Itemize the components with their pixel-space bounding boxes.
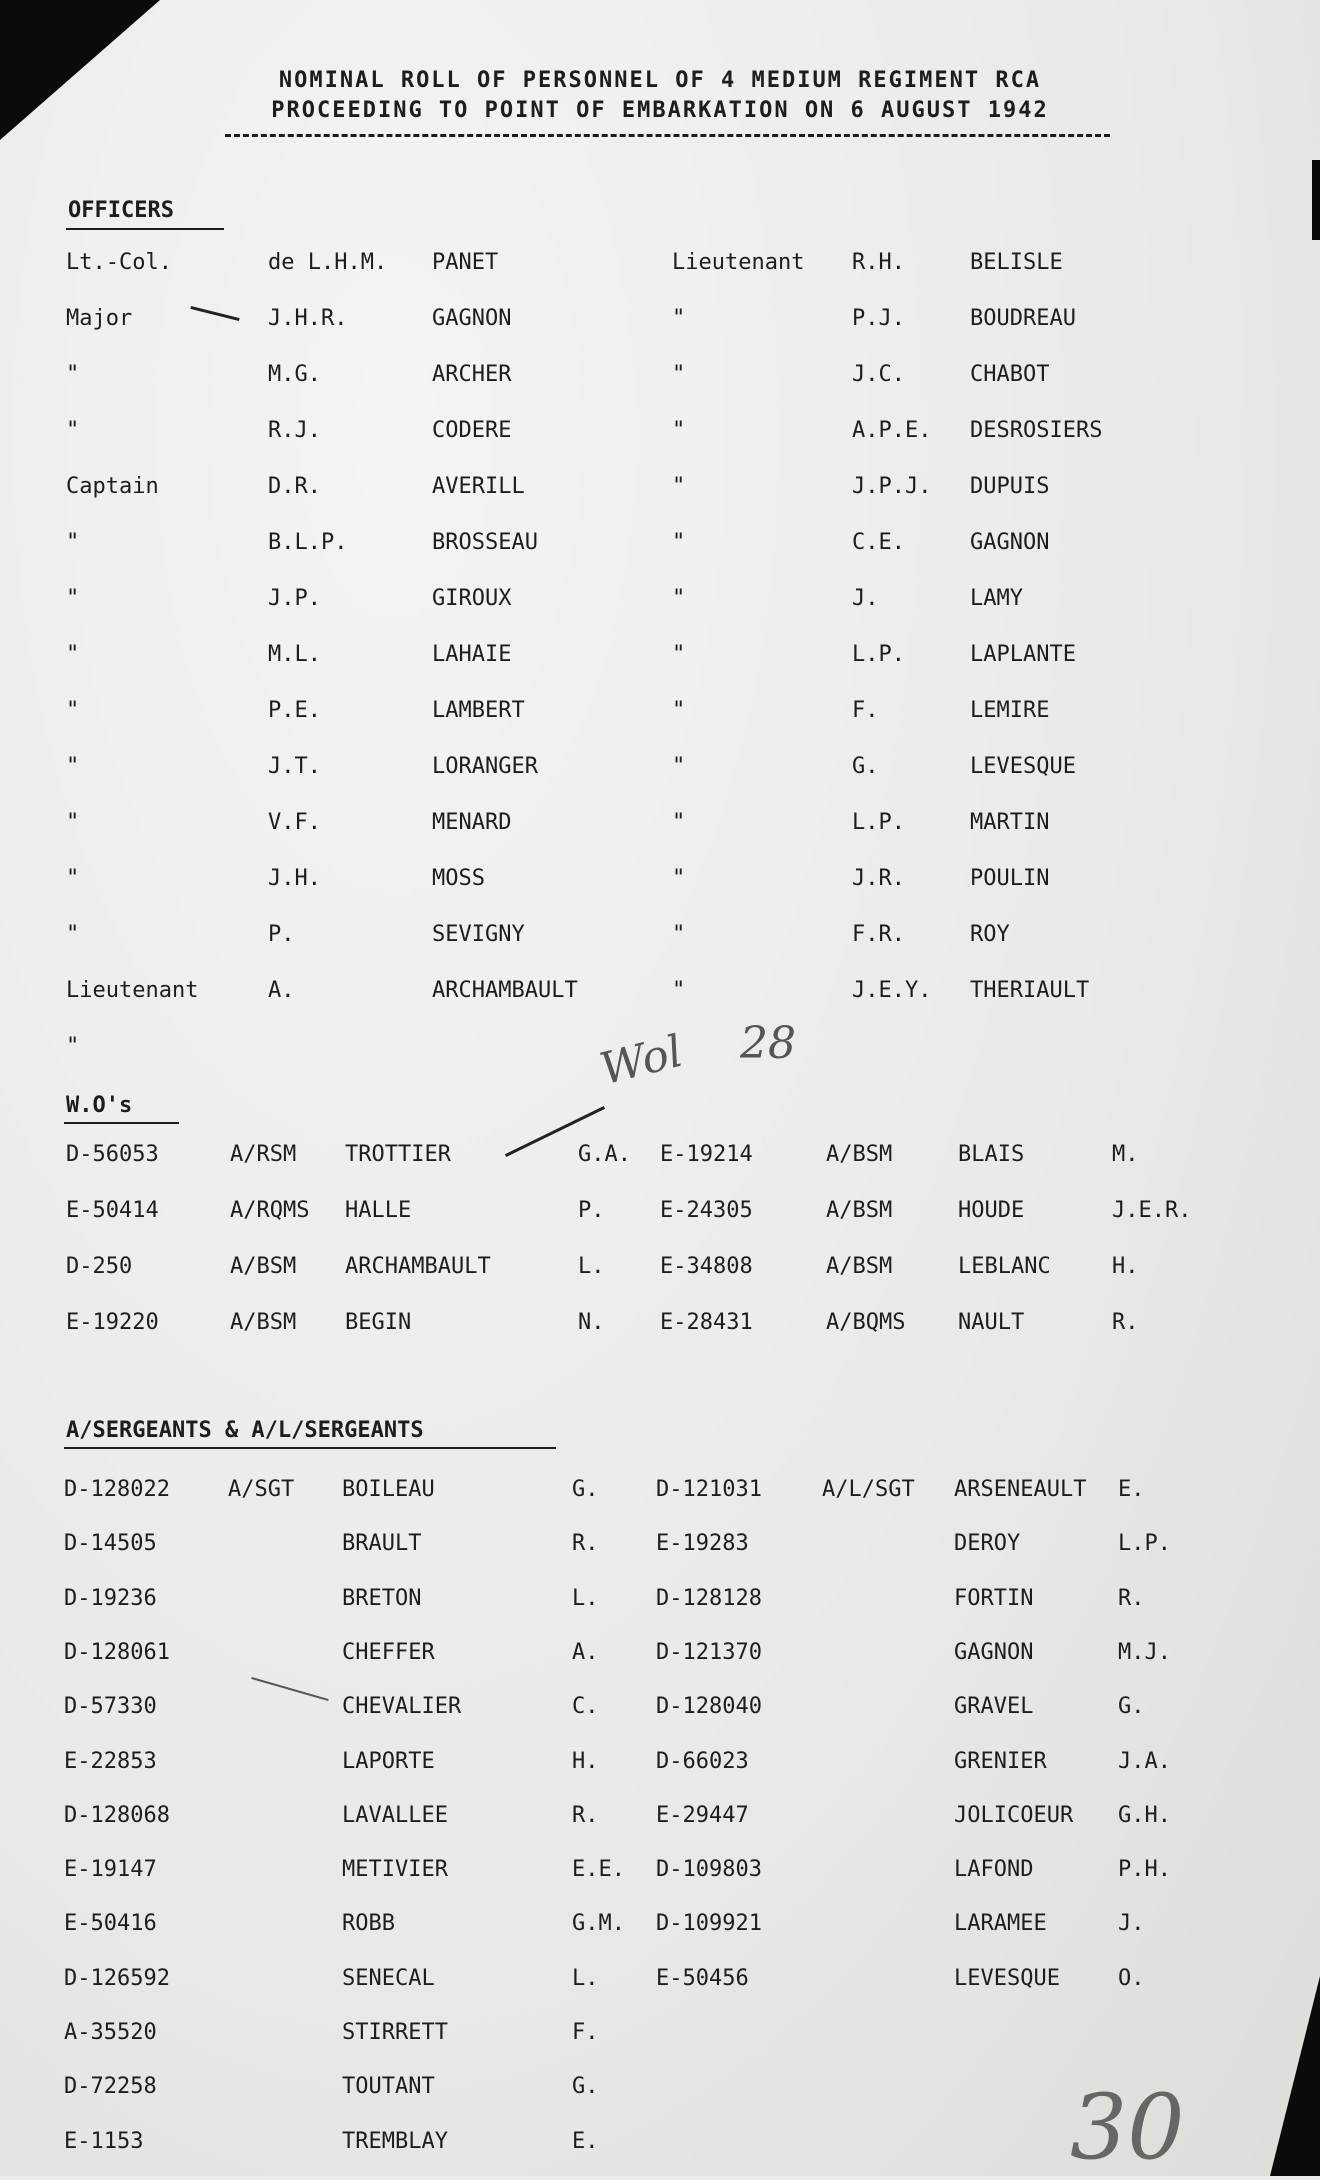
officer-initials: R.J.	[268, 418, 321, 443]
officer-initials: J.E.Y.	[852, 978, 932, 1003]
initials: G.	[572, 2074, 599, 2100]
surname: GAGNON	[954, 1639, 1034, 1665]
officer-rank: "	[66, 698, 80, 723]
officer-rank: "	[672, 978, 686, 1003]
initials: P.	[578, 1198, 605, 1223]
initials: L.P.	[1118, 1531, 1171, 1557]
service-number: D-72258	[64, 2074, 157, 2100]
officer-rank: "	[66, 586, 80, 611]
rank: A/BQMS	[826, 1310, 906, 1335]
officer-rank: "	[672, 306, 686, 331]
service-number: E-1153	[64, 2128, 144, 2154]
page-edge-shadow	[1312, 160, 1320, 240]
rank: A/SGT	[228, 1477, 295, 1502]
service-number: E-50456	[656, 1965, 749, 1991]
surname: CHEFFER	[342, 1639, 435, 1665]
officer-initials: M.L.	[268, 642, 321, 667]
surname: GRENIER	[954, 1748, 1047, 1774]
service-number: D-14505	[64, 1531, 157, 1557]
service-number: D-128068	[64, 1802, 170, 1828]
initials: O.	[1118, 1965, 1145, 1991]
initials: P.H.	[1118, 1857, 1171, 1883]
surname: SENECAL	[342, 1965, 435, 1991]
officer-rank: Lieutenant	[672, 250, 805, 275]
officer-rank: "	[66, 922, 80, 947]
officer-surname: LAMY	[970, 586, 1023, 611]
officer-surname: LAHAIE	[432, 642, 512, 667]
officer-initials: G.	[852, 754, 879, 779]
officer-initials: J.H.	[268, 866, 321, 891]
handwritten-note: Wol	[595, 1025, 688, 1096]
initials: J.A.	[1118, 1748, 1171, 1774]
surname: LAPORTE	[342, 1748, 435, 1774]
surname: GRAVEL	[954, 1694, 1034, 1720]
rank: A/BSM	[230, 1254, 297, 1279]
officer-rank: "	[66, 418, 80, 443]
surname: TOUTANT	[342, 2074, 435, 2100]
title-dashed-rule	[225, 134, 1110, 137]
service-number: E-29447	[656, 1802, 749, 1828]
initials: G.A.	[578, 1142, 631, 1167]
officer-initials: D.R.	[268, 474, 321, 499]
officer-rank: "	[672, 474, 686, 499]
officer-surname: LAMBERT	[432, 698, 525, 723]
officer-surname: THERIAULT	[970, 978, 1090, 1003]
officer-surname: MARTIN	[970, 810, 1050, 835]
initials: G.H.	[1118, 1802, 1171, 1828]
initials: G.M.	[572, 1911, 625, 1937]
service-number: D-57330	[64, 1694, 157, 1720]
officer-initials: M.G.	[268, 362, 321, 387]
officer-rank: "	[672, 866, 686, 891]
service-number: E-19283	[656, 1531, 749, 1557]
officer-surname: BELISLE	[970, 250, 1063, 275]
surname: BRAULT	[342, 1531, 422, 1557]
surname: BLAIS	[958, 1142, 1025, 1167]
officer-rank: "	[672, 810, 686, 835]
officer-surname: ROY	[970, 922, 1010, 947]
officer-initials: J.R.	[852, 866, 905, 891]
page-edge-shadow-bottom	[1270, 1976, 1320, 2176]
rank: A/BSM	[826, 1198, 893, 1223]
officer-initials: B.L.P.	[268, 530, 348, 555]
service-number: E-34808	[660, 1254, 753, 1279]
surname: BEGIN	[345, 1310, 412, 1335]
rank: A/RSM	[230, 1142, 297, 1167]
surname: JOLICOEUR	[954, 1802, 1074, 1828]
surname: LEVESQUE	[954, 1965, 1060, 1991]
service-number: E-19214	[660, 1142, 753, 1167]
sergeants-heading: A/SERGEANTS & A/L/SERGEANTS	[66, 1418, 424, 1443]
initials: E.	[1118, 1477, 1145, 1502]
officer-rank: "	[672, 698, 686, 723]
officer-surname: ARCHAMBAULT	[432, 978, 578, 1003]
initials: J.E.R.	[1112, 1198, 1192, 1223]
rank: A/BSM	[230, 1310, 297, 1335]
surname: STIRRETT	[342, 2020, 448, 2045]
service-number: D-128022	[64, 1477, 170, 1502]
officer-initials: de L.H.M.	[268, 250, 388, 275]
initials: H.	[572, 1748, 599, 1774]
initials: E.	[572, 2128, 599, 2154]
initials: R.	[572, 1802, 599, 1828]
service-number: E-22853	[64, 1748, 157, 1774]
officer-surname: BOUDREAU	[970, 306, 1076, 331]
officer-initials: J.	[852, 586, 879, 611]
service-number: D-126592	[64, 1965, 170, 1991]
officer-surname: BROSSEAU	[432, 530, 538, 555]
service-number: E-50414	[66, 1198, 159, 1223]
surname: CHEVALIER	[342, 1694, 462, 1720]
service-number: D-19236	[64, 1585, 157, 1611]
initials: R.	[572, 1531, 599, 1557]
service-number: D-56053	[66, 1142, 159, 1167]
surname: HOUDE	[958, 1198, 1025, 1223]
initials: L.	[572, 1965, 599, 1991]
officer-surname: CHABOT	[970, 362, 1050, 387]
service-number: D-128061	[64, 1639, 170, 1665]
surname: NAULT	[958, 1310, 1025, 1335]
service-number: D-66023	[656, 1748, 749, 1774]
surname: METIVIER	[342, 1857, 448, 1883]
document-subtitle: PROCEEDING TO POINT OF EMBARKATION ON 6 AUGUST 1942	[271, 98, 1049, 123]
officer-surname: DESROSIERS	[970, 418, 1103, 443]
officer-initials: F.R.	[852, 922, 905, 947]
rank: A/BSM	[826, 1142, 893, 1167]
initials: J.	[1118, 1911, 1145, 1937]
initials: R.	[1112, 1310, 1139, 1335]
surname: BOILEAU	[342, 1477, 435, 1502]
officer-rank: "	[672, 586, 686, 611]
officer-rank: "	[672, 642, 686, 667]
officer-surname: LAPLANTE	[970, 642, 1076, 667]
officer-surname: CODERE	[432, 418, 512, 443]
officer-surname: MOSS	[432, 866, 485, 891]
officer-initials: J.C.	[852, 362, 905, 387]
service-number: E-19220	[66, 1310, 159, 1335]
officer-initials: P.J.	[852, 306, 905, 331]
officer-surname: GAGNON	[432, 306, 512, 331]
officer-initials: L.P.	[852, 810, 905, 835]
sergeants-heading-underline	[64, 1447, 556, 1449]
officer-initials: C.E.	[852, 530, 905, 555]
officer-surname: AVERILL	[432, 474, 525, 499]
officer-rank: "	[66, 754, 80, 779]
surname: HALLE	[345, 1198, 412, 1223]
officer-rank: Lt.-Col.	[66, 250, 172, 275]
officer-rank: "	[66, 810, 80, 835]
surname: LARAMEE	[954, 1911, 1047, 1937]
initials: R.	[1118, 1585, 1145, 1611]
officer-initials: V.F.	[268, 810, 321, 835]
officers-heading-underline	[66, 228, 224, 230]
service-number: E-24305	[660, 1198, 753, 1223]
officer-rank: Captain	[66, 474, 159, 499]
officer-surname: SEVIGNY	[432, 922, 525, 947]
surname: TREMBLAY	[342, 2128, 448, 2154]
initials: L.	[572, 1585, 599, 1611]
officer-surname: LEVESQUE	[970, 754, 1076, 779]
rank: A/RQMS	[230, 1198, 310, 1223]
initials: A.	[572, 1639, 599, 1665]
officer-rank: Major	[66, 306, 133, 331]
initials: M.	[1112, 1142, 1139, 1167]
service-number: D-121370	[656, 1639, 762, 1665]
service-number: E-19147	[64, 1857, 157, 1883]
handwritten-page-number: 30	[1070, 2075, 1185, 2180]
surname: LAVALLEE	[342, 1802, 448, 1828]
initials: G.	[1118, 1694, 1145, 1720]
surname: ROBB	[342, 1911, 395, 1937]
officer-surname: POULIN	[970, 866, 1050, 891]
officer-rank: "	[672, 754, 686, 779]
surname: BRETON	[342, 1585, 422, 1611]
officer-initials: A.	[268, 978, 295, 1003]
handwritten-stroke	[251, 1677, 328, 1701]
officer-initials: P.E.	[268, 698, 321, 723]
officer-rank: "	[66, 530, 80, 555]
initials: F.	[572, 2020, 599, 2045]
officer-rank: "	[672, 530, 686, 555]
service-number: D-250	[66, 1254, 133, 1279]
surname: TROTTIER	[345, 1142, 451, 1167]
rank: A/BSM	[826, 1254, 893, 1279]
officer-rank: "	[66, 1034, 80, 1059]
surname: LEBLANC	[958, 1254, 1051, 1279]
initials: G.	[572, 1477, 599, 1502]
document-title: NOMINAL ROLL OF PERSONNEL OF 4 MEDIUM REGIMENT RCA	[278, 68, 1042, 93]
initials: C.	[572, 1694, 599, 1720]
initials: L.	[578, 1254, 605, 1279]
officer-initials: P.	[268, 922, 295, 947]
officer-surname: GAGNON	[970, 530, 1050, 555]
officer-rank: "	[66, 362, 80, 387]
officer-rank: "	[66, 642, 80, 667]
surname: LAFOND	[954, 1857, 1034, 1883]
surname: FORTIN	[954, 1585, 1034, 1611]
initials: E.E.	[572, 1857, 625, 1883]
rank: A/L/SGT	[822, 1477, 915, 1502]
warrant-officers-heading-underline	[64, 1122, 179, 1124]
surname: DEROY	[954, 1531, 1021, 1557]
handwritten-number: 28	[740, 1018, 796, 1069]
initials: M.J.	[1118, 1639, 1171, 1665]
officer-rank: "	[672, 922, 686, 947]
officer-initials: A.P.E.	[852, 418, 932, 443]
service-number: A-35520	[64, 2020, 157, 2045]
officer-initials: J.P.J.	[852, 474, 932, 499]
officer-surname: LEMIRE	[970, 698, 1050, 723]
officers-heading: OFFICERS	[68, 198, 174, 223]
officer-surname: MENARD	[432, 810, 512, 835]
service-number: D-121031	[656, 1477, 762, 1502]
officer-initials: J.P.	[268, 586, 321, 611]
service-number: D-128128	[656, 1585, 762, 1611]
officer-initials: F.	[852, 698, 879, 723]
officer-surname: DUPUIS	[970, 474, 1050, 499]
officer-initials: J.H.R.	[268, 306, 348, 331]
initials: N.	[578, 1310, 605, 1335]
officer-rank: "	[66, 866, 80, 891]
officer-initials: L.P.	[852, 642, 905, 667]
service-number: D-109921	[656, 1911, 762, 1937]
officer-surname: ARCHER	[432, 362, 512, 387]
officer-surname: GIROUX	[432, 586, 512, 611]
officer-rank: Lieutenant	[66, 978, 199, 1003]
initials: H.	[1112, 1254, 1139, 1279]
officer-surname: PANET	[432, 250, 499, 275]
service-number: E-28431	[660, 1310, 753, 1335]
officer-initials: J.T.	[268, 754, 321, 779]
service-number: E-50416	[64, 1911, 157, 1937]
service-number: D-128040	[656, 1694, 762, 1720]
officer-initials: R.H.	[852, 250, 905, 275]
surname: ARCHAMBAULT	[345, 1254, 491, 1279]
officer-surname: LORANGER	[432, 754, 538, 779]
surname: ARSENEAULT	[954, 1477, 1087, 1502]
warrant-officers-heading: W.O's	[66, 1093, 133, 1118]
officer-rank: "	[672, 418, 686, 443]
officer-rank: "	[672, 362, 686, 387]
service-number: D-109803	[656, 1857, 762, 1883]
